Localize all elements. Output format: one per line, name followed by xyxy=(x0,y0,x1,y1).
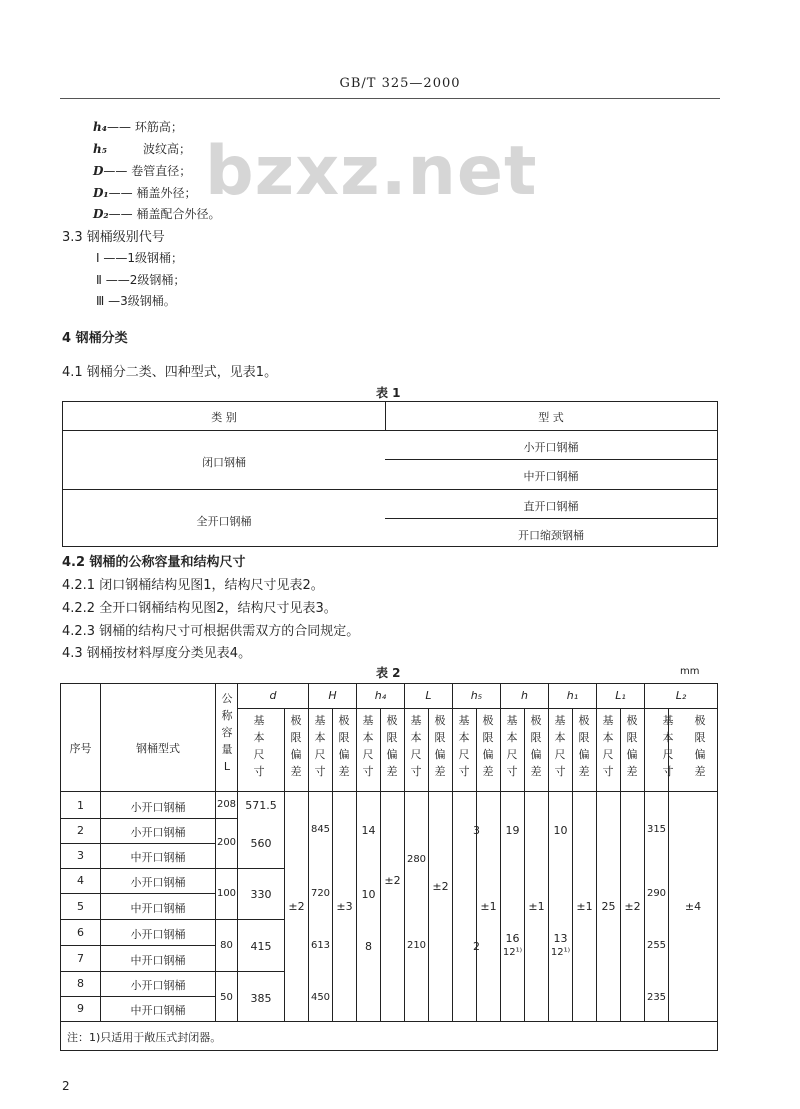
t2-H-tol: ±3 xyxy=(336,900,353,913)
section-4-2-1: 4.2.1 闭口钢桶结构见图1，结构尺寸见表2。 xyxy=(62,578,324,593)
t2-h1-10: 10 xyxy=(553,824,568,837)
section-4-title: 4 钢桶分类 xyxy=(62,331,128,346)
symbol-name: h₄ xyxy=(93,120,107,134)
t2-h-row6 xyxy=(61,945,216,946)
symbol-dash: —— xyxy=(108,186,133,200)
t2-h4-8: 8 xyxy=(365,940,372,953)
table1-sub-rule-1 xyxy=(385,459,717,460)
t2-header-seq: 序号 xyxy=(69,742,92,755)
t2-v-L xyxy=(428,708,429,1021)
t2-d-385: 385 xyxy=(250,992,272,1005)
table1 xyxy=(62,401,718,547)
t2-header-type: 钢桶型式 xyxy=(136,742,180,755)
t2-row5-type: 中开口钢桶 xyxy=(130,902,186,915)
table1-sub-rule-2 xyxy=(385,518,717,519)
t2-v-Lh5 xyxy=(452,684,453,1021)
symbol-name: D₁ xyxy=(93,186,109,200)
t2-h5-tol: ±1 xyxy=(480,900,497,913)
t2-v-Hh4 xyxy=(356,684,357,1021)
symbol-dash: —— xyxy=(108,207,133,221)
t2-row3-type: 中开口钢桶 xyxy=(130,851,186,864)
t2-sub-tol: 极限偏差 xyxy=(578,714,590,778)
table1-category-full-open: 全开口钢桶 xyxy=(196,515,252,528)
t2-h-row8 xyxy=(61,996,216,997)
t2-h-16: 16 xyxy=(505,932,520,945)
t2-row3-no: 3 xyxy=(77,849,84,862)
t2-h-row7 xyxy=(61,971,284,972)
t2-row2-no: 2 xyxy=(77,824,84,837)
t2-sub-basic: 基本尺寸 xyxy=(458,714,470,778)
t2-v-h1 xyxy=(572,708,573,1021)
t2-row9-type: 中开口钢桶 xyxy=(130,1004,186,1017)
t2-sub-tol: 极限偏差 xyxy=(338,714,350,778)
table1-header-category: 类 别 xyxy=(211,411,237,424)
header-rule xyxy=(60,98,720,99)
t2-h4-tol: ±2 xyxy=(384,874,401,887)
symbol-name: D xyxy=(93,164,104,178)
t2-sub-tol: 极限偏差 xyxy=(386,714,398,778)
symbol-D2 xyxy=(93,205,221,222)
t2-d-415: 415 xyxy=(250,940,272,953)
t2-v-h5h xyxy=(500,684,501,1021)
symbol-desc: 波纹高； xyxy=(142,142,191,156)
t2-sub-basic: 基本尺寸 xyxy=(410,714,422,778)
t2-v-H xyxy=(332,708,333,1021)
t2-row4-type: 小开口钢桶 xyxy=(130,876,186,889)
table2-title: 表 2 xyxy=(376,666,401,680)
t2-sub-basic: 基本尺寸 xyxy=(314,714,326,778)
symbol-dash: —— xyxy=(106,120,131,134)
table1-type-small-open: 小开口钢桶 xyxy=(523,441,579,454)
t2-vol-50: 50 xyxy=(220,992,233,1003)
t2-L2-255: 255 xyxy=(646,940,667,951)
t2-L-tol: ±2 xyxy=(432,880,449,893)
t2-h1-13: 13 xyxy=(553,932,568,945)
t2-H-720: 720 xyxy=(310,888,331,899)
t2-d-571: 571.5 xyxy=(245,799,277,812)
symbol-dash: —— xyxy=(103,164,128,178)
table1-header-rule xyxy=(63,430,717,431)
t2-H-845: 845 xyxy=(310,824,331,835)
section-3-3-title: 3.3 钢桶级别代号 xyxy=(62,230,165,245)
t2-h-note xyxy=(61,1021,717,1022)
t2-sub-basic: 基本尺寸 xyxy=(662,714,674,778)
t2-h5-3: 3 xyxy=(473,824,480,837)
t2-note: 注：1)只适用于敞压式封闭器。 xyxy=(67,1031,222,1044)
t2-row6-no: 6 xyxy=(77,926,84,939)
symbol-D1 xyxy=(93,184,197,201)
t2-L-280: 280 xyxy=(406,854,427,865)
t2-group-h: h xyxy=(521,689,528,702)
t2-v-h5 xyxy=(476,708,477,1021)
t2-h5-2: 2 xyxy=(473,940,480,953)
t2-row7-type: 中开口钢桶 xyxy=(130,954,186,967)
table1-category-closed: 闭口钢桶 xyxy=(202,456,246,469)
t2-row9-no: 9 xyxy=(77,1002,84,1015)
symbol-name: D₂ xyxy=(93,207,109,221)
t2-h-group xyxy=(237,708,717,709)
table1-group-rule xyxy=(63,489,717,490)
t2-group-H: H xyxy=(328,689,337,702)
t2-group-h1: h₁ xyxy=(566,689,579,702)
t2-group-h4: h₄ xyxy=(374,689,387,702)
symbol-D xyxy=(93,162,191,179)
t2-group-h5: h₅ xyxy=(470,689,483,702)
t2-vol-200: 200 xyxy=(216,837,237,848)
symbol-name: h₅ xyxy=(93,142,107,156)
symbol-desc: 桶盖外径； xyxy=(136,186,197,200)
t2-row8-type: 小开口钢桶 xyxy=(130,979,186,992)
t2-sub-tol: 极限偏差 xyxy=(694,714,706,778)
t2-row7-no: 7 xyxy=(77,952,84,965)
t2-h1-tol: ±1 xyxy=(576,900,593,913)
t2-v-h4L xyxy=(404,684,405,1021)
t2-h-row3 xyxy=(61,868,284,869)
section-4-3: 4.3 钢桶按材料厚度分类见表4。 xyxy=(62,646,252,661)
t2-v-L1 xyxy=(620,708,621,1021)
t2-sub-basic: 基本尺寸 xyxy=(554,714,566,778)
t2-h-header xyxy=(61,791,717,792)
t2-L2-290: 290 xyxy=(646,888,667,899)
t2-d-330: 330 xyxy=(250,888,272,901)
section-4-2-3: 4.2.3 钢桶的结构尺寸可根据供需双方的合同规定。 xyxy=(62,624,360,639)
table1-type-medium-open: 中开口钢桶 xyxy=(523,470,579,483)
t2-L1-25: 25 xyxy=(601,900,616,913)
t2-sub-tol: 极限偏差 xyxy=(626,714,638,778)
section-4-1-text: 4.1 钢桶分二类、四种型式，见表1。 xyxy=(62,365,278,380)
t2-v-h xyxy=(524,708,525,1021)
t2-group-d: d xyxy=(269,689,277,702)
t2-group-L1: L₁ xyxy=(615,689,626,702)
t2-row1-no: 1 xyxy=(77,799,84,812)
t2-h-row2 xyxy=(61,843,216,844)
symbol-desc: 环筋高； xyxy=(134,120,183,134)
t2-L2-235: 235 xyxy=(646,992,667,1003)
table1-header-type: 型 式 xyxy=(538,411,564,424)
t2-h-12: 12¹⁾ xyxy=(502,947,523,958)
t2-v-h1L1 xyxy=(596,684,597,1021)
t2-h4-10: 10 xyxy=(361,888,376,901)
t2-H-450: 450 xyxy=(310,992,331,1003)
watermark: bzxz.net xyxy=(205,132,538,211)
t2-row5-no: 5 xyxy=(77,900,84,913)
t2-h1-12: 12¹⁾ xyxy=(550,947,571,958)
standard-number: GB/T 325—2000 xyxy=(339,76,461,91)
t2-vol-208: 208 xyxy=(216,799,237,810)
table1-type-straight-open: 直开口钢桶 xyxy=(523,500,579,513)
t2-v-hh1 xyxy=(548,684,549,1021)
section-4-2-title: 4.2 钢桶的公称容量和结构尺寸 xyxy=(62,555,246,570)
t2-sub-tol: 极限偏差 xyxy=(482,714,494,778)
section-4-2-2: 4.2.2 全开口钢桶结构见图2，结构尺寸见表3。 xyxy=(62,601,337,616)
grade-item-1: Ⅰ ——1级钢桶； xyxy=(96,251,183,265)
t2-v-L1L2 xyxy=(644,684,645,1021)
t2-h-row1 xyxy=(61,818,238,819)
t2-row6-type: 小开口钢桶 xyxy=(130,928,186,941)
grade-item-3: Ⅲ —3级钢桶。 xyxy=(96,294,176,308)
t2-sub-basic: 基本尺寸 xyxy=(253,714,265,778)
t2-sub-basic: 基本尺寸 xyxy=(506,714,518,778)
grade-item-2: Ⅱ ——2级钢桶； xyxy=(96,273,186,287)
symbol-desc: 卷管直径； xyxy=(131,164,192,178)
t2-v-dH xyxy=(308,684,309,1021)
t2-H-613: 613 xyxy=(310,940,331,951)
t2-L-210: 210 xyxy=(406,940,427,951)
t2-sub-basic: 基本尺寸 xyxy=(362,714,374,778)
t2-row8-no: 8 xyxy=(77,977,84,990)
table1-title: 表 1 xyxy=(376,386,401,400)
symbol-h5 xyxy=(93,140,191,157)
table1-type-neck-open: 开口缩颈钢桶 xyxy=(518,529,584,542)
t2-v-h4 xyxy=(380,708,381,1021)
t2-sub-basic: 基本尺寸 xyxy=(602,714,614,778)
t2-vol-100: 100 xyxy=(216,888,237,899)
t2-vol-80: 80 xyxy=(220,940,233,951)
t2-sub-tol: 极限偏差 xyxy=(530,714,542,778)
t2-row1-type: 小开口钢桶 xyxy=(130,801,186,814)
t2-sub-tol: 极限偏差 xyxy=(290,714,302,778)
t2-group-L2: L₂ xyxy=(675,689,687,702)
t2-h-tol: ±1 xyxy=(528,900,545,913)
t2-row2-type: 小开口钢桶 xyxy=(130,826,186,839)
table2-unit: mm xyxy=(680,666,700,677)
t2-d-560: 560 xyxy=(250,837,272,850)
t2-L1-tol: ±2 xyxy=(624,900,641,913)
t2-L2-315: 315 xyxy=(646,824,667,835)
t2-h-19: 19 xyxy=(505,824,520,837)
t2-group-L: L xyxy=(425,689,432,702)
symbol-h4 xyxy=(93,118,183,135)
t2-h4-14: 14 xyxy=(361,824,376,837)
table2 xyxy=(60,683,718,1051)
t2-d-tol: ±2 xyxy=(288,900,305,913)
t2-sub-tol: 极限偏差 xyxy=(434,714,446,778)
t2-h-row4 xyxy=(61,893,216,894)
t2-L2-tol: ±4 xyxy=(684,900,702,913)
t2-v-d xyxy=(284,708,285,1021)
t2-header-volume: 公称容量L xyxy=(221,692,233,773)
page-number: 2 xyxy=(62,1079,70,1093)
t2-row4-no: 4 xyxy=(77,874,84,887)
symbol-desc: 桶盖配合外径。 xyxy=(136,207,221,221)
t2-h-row5 xyxy=(61,919,284,920)
